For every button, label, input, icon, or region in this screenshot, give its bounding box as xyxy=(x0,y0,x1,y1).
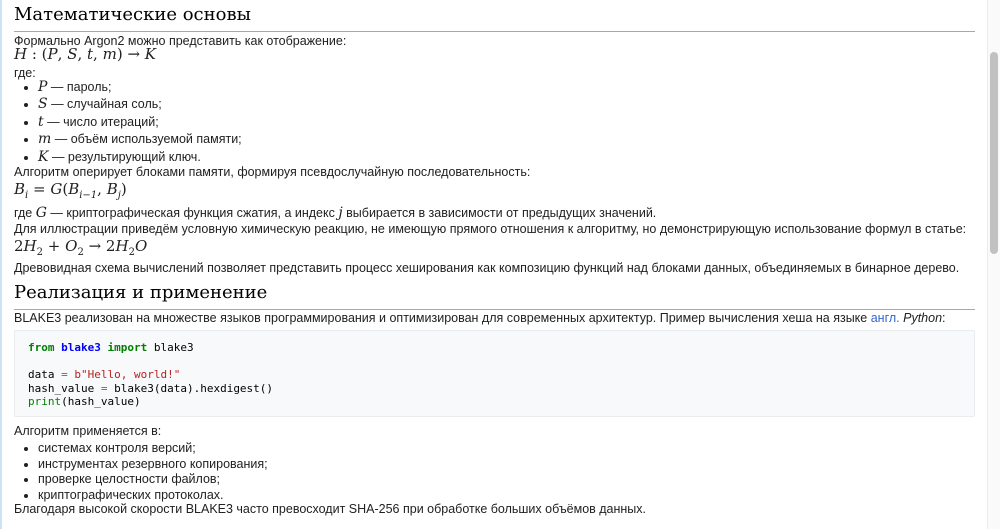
math-var: P xyxy=(38,79,48,95)
paragraph-blake3-intro: BLAKE3 реализован на множестве языков программирования и оптимизирован для современных архитектур. Пример вычисления хеша на языке англ. Python: xyxy=(14,311,946,325)
paragraph-usage-intro: Алгоритм применяется в: xyxy=(14,424,162,438)
formula-block-sequence: $B_i = G(B_{i-1}$, $B_j$) xyxy=(14,180,127,201)
code-token: hash_value xyxy=(28,381,101,395)
math-var: m xyxy=(38,131,52,148)
code-line xyxy=(28,355,961,369)
code-block xyxy=(14,330,975,417)
paragraph-sequence-intro: Алгоритм оперирует блоками памяти, формируя псевдослучайную последовательность: xyxy=(14,165,531,179)
code-token: b"Hello, world!" xyxy=(74,368,181,381)
code-token: (hash_value) xyxy=(61,395,141,408)
code-line xyxy=(28,382,961,396)
code-token xyxy=(101,341,108,354)
section-heading-implementation: Реализация и применение xyxy=(14,283,975,310)
list-item-vcs: • системах контроля версий; xyxy=(38,441,999,457)
scrollbar-thumb[interactable] xyxy=(990,52,998,254)
math-var: K xyxy=(38,148,49,165)
paragraph-argon2-intro: Формально Argon2 можно представить как отображение: xyxy=(14,34,347,48)
list-item-memory: • m — объём используемой памяти; xyxy=(38,131,999,148)
code-token: = xyxy=(61,368,68,381)
paragraph-compression-note: где G — криптографическая функция сжатия, а индекс j выбирается в зависимости от предыдущих значений. xyxy=(14,205,657,221)
paragraph-chem-intro: Для иллюстрации приведём условную химическую реакцию, не имеющую прямого отношения к алгоритму, но демонстрирующую использование формул в статье: xyxy=(14,222,967,236)
math-var: S xyxy=(38,96,48,113)
lang-abbr-link[interactable]: англ. xyxy=(870,311,900,325)
math-var: t xyxy=(38,113,44,130)
section-heading-math: Математические основы xyxy=(14,5,975,32)
article-content xyxy=(14,0,975,529)
code-token: blake3(data).hexdigest() xyxy=(107,381,274,395)
scrollbar-track[interactable] xyxy=(987,0,1000,529)
formula-argon2-mapping: H : (P, S, t, m) → K xyxy=(14,45,157,63)
code-line xyxy=(28,341,961,355)
content-left-border xyxy=(0,0,2,529)
paragraph-where-label: где: xyxy=(14,66,36,80)
list-item-password: • P — пароль; xyxy=(38,79,999,96)
list-item-iterations: • t — число итераций; xyxy=(38,114,999,131)
list-item-integrity: • проверке целостности файлов; xyxy=(38,472,999,488)
usage-list xyxy=(14,441,999,503)
code-token: from xyxy=(28,341,55,354)
list-item-key: • K — результирующий ключ. xyxy=(38,149,999,166)
list-item-salt: • S — случайная соль; xyxy=(38,96,999,113)
math-var: j xyxy=(338,205,343,221)
language-name: Python xyxy=(903,311,943,325)
code-token: blake3 xyxy=(147,341,194,354)
code-token: = xyxy=(100,381,108,395)
list-item-backup: • инструментах резервного копирования; xyxy=(38,457,999,473)
code-token: data xyxy=(28,368,62,381)
code-token: blake3 xyxy=(61,341,101,354)
list-item-crypto-protocols: • криптографических протоколах. xyxy=(38,488,999,504)
code-line xyxy=(28,395,961,409)
code-token: print xyxy=(28,395,62,408)
math-var: G xyxy=(35,205,47,221)
code-token: import xyxy=(107,341,148,354)
paragraph-closing: Благодаря высокой скорости BLAKE3 часто превосходит SHA-256 при обработке больших объёмов данных. xyxy=(14,502,647,516)
paragraph-tree-note: Древовидная схема вычислений позволяет представить процесс хеширования как композицию функций над блоками данных, объединяемых в бинарное дерево. xyxy=(14,261,960,275)
code-line xyxy=(28,368,961,382)
formula-chemical-reaction: $2H_2 + O_2 \to 2H_2O$ xyxy=(14,237,148,258)
variable-list xyxy=(14,79,999,166)
